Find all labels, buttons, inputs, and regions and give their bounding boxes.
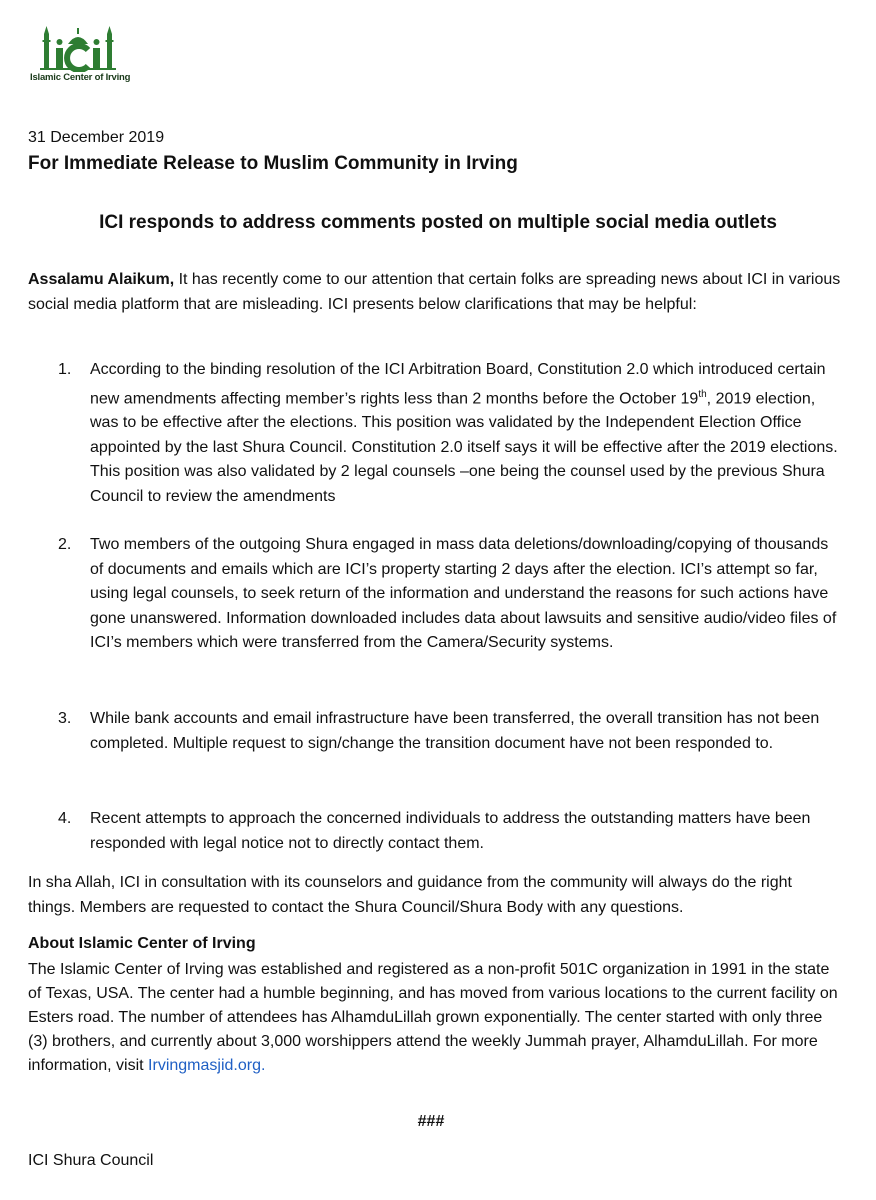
mosque-minaret-icon: [30, 22, 126, 72]
list-text: Recent attempts to approach the concerned individuals to address the outstanding matters have been responded with legal notice not to directly contact them.: [90, 810, 811, 852]
intro-paragraph: [28, 268, 843, 317]
list-number: 1.: [58, 361, 72, 378]
list-number: 3.: [58, 710, 72, 727]
list-text: According to the binding resolution of the ICI Arbitration Board, Constitution 2.0 which introduced certain new amendments affecting member’s rights less than 2 months before the October 19th, 2019 election, was to be effective after the elections. This position was validated by the Independent Election Office appointed by the last Shura Council. Constitution 2.0 itself says it will be effective after the 2019 elections. This position was also validated by 2 legal counsels –one being the counsel used by the previous Shura Council to review the amendments: [90, 361, 838, 505]
release-line: For Immediate Release to Muslim Community in Irving: [28, 153, 518, 174]
headline: ICI responds to address comments posted on multiple social media outlets: [99, 212, 777, 233]
list-text: Two members of the outgoing Shura engaged in mass data deletions/downloading/copying of thousands of documents and emails which are ICI’s property starting 2 days after the election. ICI’s attempt so far, using legal counsels, to seek return of the information and understand the reasons for such actions have gone unanswered. Information downloaded includes data about lawsuits and sensitive audio/video files of ICI’s members which were transferred from the Camera/Security systems.: [90, 536, 837, 651]
list-text: While bank accounts and email infrastructure have been transferred, the overall transition has not been completed. Multiple request to sign/change the transition document have not been responded to.: [90, 710, 820, 752]
superscript: th: [698, 388, 707, 400]
about-heading: About Islamic Center of Irving: [28, 935, 256, 952]
about-paragraph: [28, 958, 843, 1078]
list-number: 2.: [58, 536, 72, 553]
closing-paragraph: In sha Allah, ICI in consultation with its counselors and guidance from the community will always do the right things. Members are requested to contact the Shura Council/Shura Body with any questions.: [28, 874, 792, 916]
signoff: ICI Shura Council: [28, 1152, 154, 1169]
greeting: Assalamu Alaikum,: [28, 271, 175, 288]
release-date: 31 December 2019: [28, 129, 165, 146]
ici-logo: [30, 22, 131, 88]
list-number: 4.: [58, 810, 72, 827]
intro-text: It has recently come to our attention that certain folks are spreading news about ICI in various social media platform that are misleading. ICI presents below clarifications that may be helpful:: [28, 271, 841, 313]
end-marker: ###: [417, 1113, 445, 1130]
about-text: The Islamic Center of Irving was established and registered as a non-profit 501C organization in 1991 in the state of Texas, USA. The center had a humble beginning, and has moved from various locations to the current facility on Esters road. The number of attendees has AlhamduLillah grown exponentially. The center started with only three (3) brothers, and currently about 3,000 worshippers attend the weekly Jummah prayer, AlhamduLillah. For more information, visit: [28, 961, 838, 1074]
website-link[interactable]: Irvingmasjid.org.: [148, 1057, 266, 1074]
logo-caption: Islamic Center of Irving: [30, 72, 131, 83]
